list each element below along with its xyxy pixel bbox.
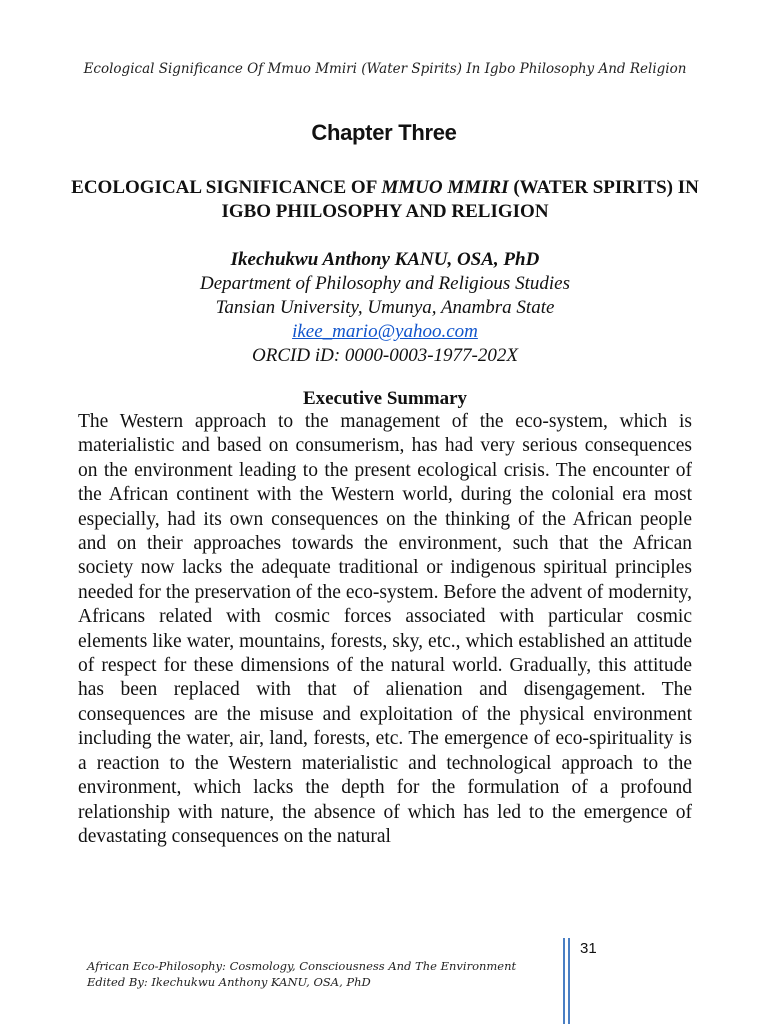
author-email-link[interactable]: ikee_mario@yahoo.com <box>292 321 478 342</box>
author-orcid: ORCID iD: 0000-0003-1977-202X <box>252 345 518 366</box>
footer-book-title: African Eco-Philosophy: Cosmology, Consciousness And The Environment <box>87 959 517 973</box>
author-block <box>80 248 690 368</box>
margin-rule <box>568 938 570 1024</box>
running-head: Ecological Significance Of Mmuo Mmiri (Water Spirits) In Igbo Philosophy And Religion <box>83 61 687 77</box>
body-paragraph: The Western approach to the management of the eco-system, which is materialistic and based on consumerism, has had very serious consequences on the environment leading to the present ecological crisis. The encounter of the African continent with the Western world, during the colonial era most especially, had its own consequences on the thinking of the African people and on their approaches towards the environment, such that the African society now lacks the adequate traditional or indigenous spiritual principles needed for the preservation of the eco-system. Before the advent of modernity, Africans related with cosmic forces associated with particular cosmic elements like water, mountains, forests, sky, etc., which established an attitude of respect for these dimensions of the natural world. Gradually, this attitude has been replaced with that of alienation and disengagement. The consequences are the misuse and exploitation of the physical environment including the water, air, land, forests, etc. The emergence of eco-spirituality is a reaction to the Western materialistic and technological approach to the environment, which lacks the depth for the formulation of a profound relationship with nature, the absence of which has led to the emergence of devastating consequences on the natural <box>78 411 692 847</box>
author-department: Department of Philosophy and Religious Studies <box>200 273 570 294</box>
title-part-2: (WATER SPIRITS) IN IGBO PHILOSOPHY AND RELIGION <box>221 177 699 222</box>
chapter-label: Chapter Three <box>311 120 457 145</box>
author-name: Ikechukwu Anthony KANU, OSA, PhD <box>230 249 540 270</box>
margin-rules <box>563 938 573 1024</box>
page-number: 31 <box>580 940 597 957</box>
title-italic: MMUO MMIRI <box>381 177 509 198</box>
chapter-title <box>70 176 700 224</box>
author-institution: Tansian University, Umunya, Anambra State <box>215 297 555 318</box>
title-part-1: ECOLOGICAL SIGNIFICANCE OF <box>71 177 382 198</box>
footer <box>87 958 557 990</box>
footer-editor: Edited By: Ikechukwu Anthony KANU, OSA, PhD <box>87 975 371 989</box>
section-heading: Executive Summary <box>302 388 468 409</box>
margin-rule <box>563 938 565 1024</box>
